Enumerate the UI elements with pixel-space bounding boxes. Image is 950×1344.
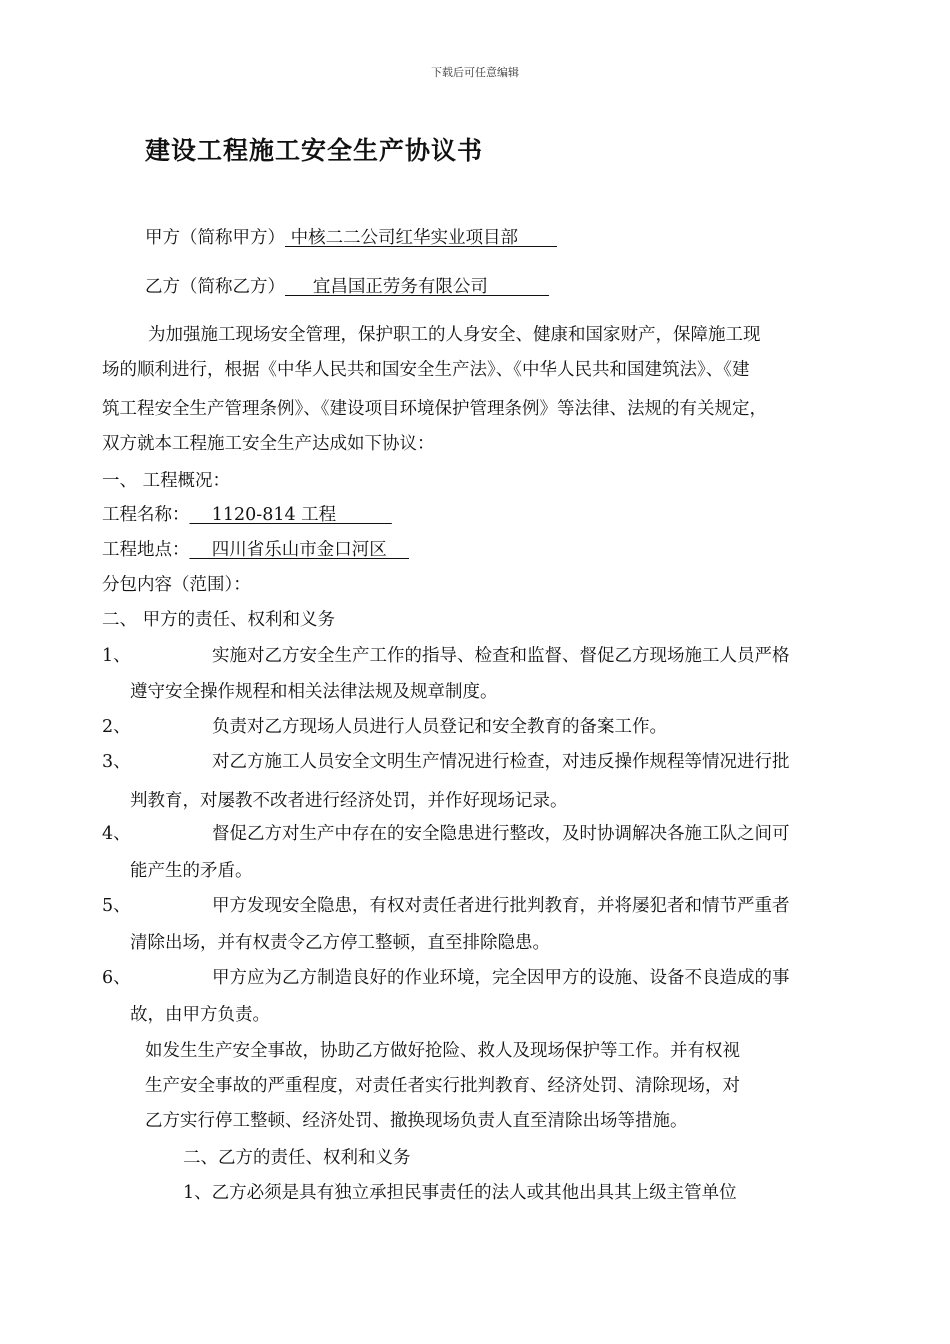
list-item bbox=[102, 894, 790, 918]
item-text: 实施对乙方安全生产工作的指导、检查和监督、督促乙方现场施工人员严格 bbox=[212, 646, 790, 666]
project-name-value: 1120-814 工程 bbox=[189, 505, 392, 525]
section-1-heading: 一、 工程概况： bbox=[102, 471, 231, 491]
item-continuation: 能产生的矛盾。 bbox=[130, 861, 253, 881]
item-continuation: 清除出场，并有权责令乙方停工整顿，直至排除隐患。 bbox=[130, 933, 550, 953]
item-continuation: 遵守安全操作规程和相关法律法规及规章制度。 bbox=[130, 682, 498, 702]
item-text: 甲方应为乙方制造良好的作业环境，完全因甲方的设施、设备不良造成的事 bbox=[212, 968, 790, 988]
item-text: 对乙方施工人员安全文明生产情况进行检查，对违反操作规程等情况进行批 bbox=[212, 752, 790, 772]
extra-line-2: 生产安全事故的严重程度，对责任者实行批判教育、经济处罚、清除现场，对 bbox=[145, 1076, 740, 1096]
item-number: 6、 bbox=[102, 968, 131, 988]
item-number: 3、 bbox=[102, 752, 131, 772]
item-continuation: 判教育，对屡教不改者进行经济处罚，并作好现场记录。 bbox=[130, 791, 568, 811]
party-a-line bbox=[145, 226, 557, 250]
project-name-line bbox=[102, 503, 392, 527]
item-number: 2、 bbox=[102, 717, 131, 737]
party-a-value: 中核二二公司红华实业项目部 bbox=[285, 228, 558, 248]
section-3-item-1: 1、乙方必须是具有独立承担民事责任的法人或其他出具其上级主管单位 bbox=[183, 1183, 737, 1203]
project-site-label: 工程地点： bbox=[102, 540, 190, 560]
extra-line-3: 乙方实行停工整顿、经济处罚、撤换现场负责人直至清除出场等措施。 bbox=[145, 1111, 688, 1131]
extra-line-1: 如发生生产安全事故，协助乙方做好抢险、救人及现场保护等工作。并有权视 bbox=[145, 1041, 740, 1061]
intro-line-4: 双方就本工程施工安全生产达成如下协议： bbox=[102, 434, 435, 454]
section-3-heading: 二、乙方的责任、权利和义务 bbox=[183, 1148, 411, 1168]
list-item bbox=[102, 822, 790, 846]
party-a-label: 甲方（简称甲方） bbox=[145, 228, 285, 248]
intro-line-1: 为加强施工现场安全管理，保护职工的人身安全、健康和国家财产，保障施工现 bbox=[148, 325, 761, 345]
item-number: 1、 bbox=[102, 646, 131, 666]
item-number: 4、 bbox=[102, 824, 131, 844]
project-site-line bbox=[102, 538, 409, 562]
document-title: 建设工程施工安全生产协议书 bbox=[145, 136, 484, 165]
item-text: 督促乙方对生产中存在的安全隐患进行整改，及时协调解决各施工队之间可 bbox=[212, 824, 790, 844]
intro-line-2: 场的顺利进行，根据《中华人民共和国安全生产法》、《中华人民共和国建筑法》、《建 bbox=[102, 360, 750, 380]
party-b-line bbox=[145, 275, 549, 299]
page-header: 下载后可任意编辑 bbox=[431, 66, 519, 79]
intro-line-3: 筑工程安全生产管理条例》、《建设项目环境保护管理条例》等法律、法规的有关规定， bbox=[102, 399, 767, 419]
item-text: 甲方发现安全隐患，有权对责任者进行批判教育，并将屡犯者和情节严重者 bbox=[212, 896, 790, 916]
project-site-value: 四川省乐山市金口河区 bbox=[189, 540, 410, 560]
item-number: 5、 bbox=[102, 896, 131, 916]
project-name-label: 工程名称： bbox=[102, 505, 190, 525]
party-b-value: 宜昌国正劳务有限公司 bbox=[285, 277, 550, 297]
item-continuation: 故，由甲方负责。 bbox=[130, 1005, 270, 1025]
party-b-label: 乙方（简称乙方） bbox=[145, 277, 285, 297]
list-item bbox=[102, 715, 667, 739]
list-item bbox=[102, 644, 790, 668]
section-2-heading: 二、 甲方的责任、权利和义务 bbox=[102, 610, 336, 630]
scope-line: 分包内容（范围）： bbox=[102, 575, 251, 595]
list-item bbox=[102, 750, 790, 774]
list-item bbox=[102, 966, 790, 990]
item-text: 负责对乙方现场人员进行人员登记和安全教育的备案工作。 bbox=[212, 717, 667, 737]
